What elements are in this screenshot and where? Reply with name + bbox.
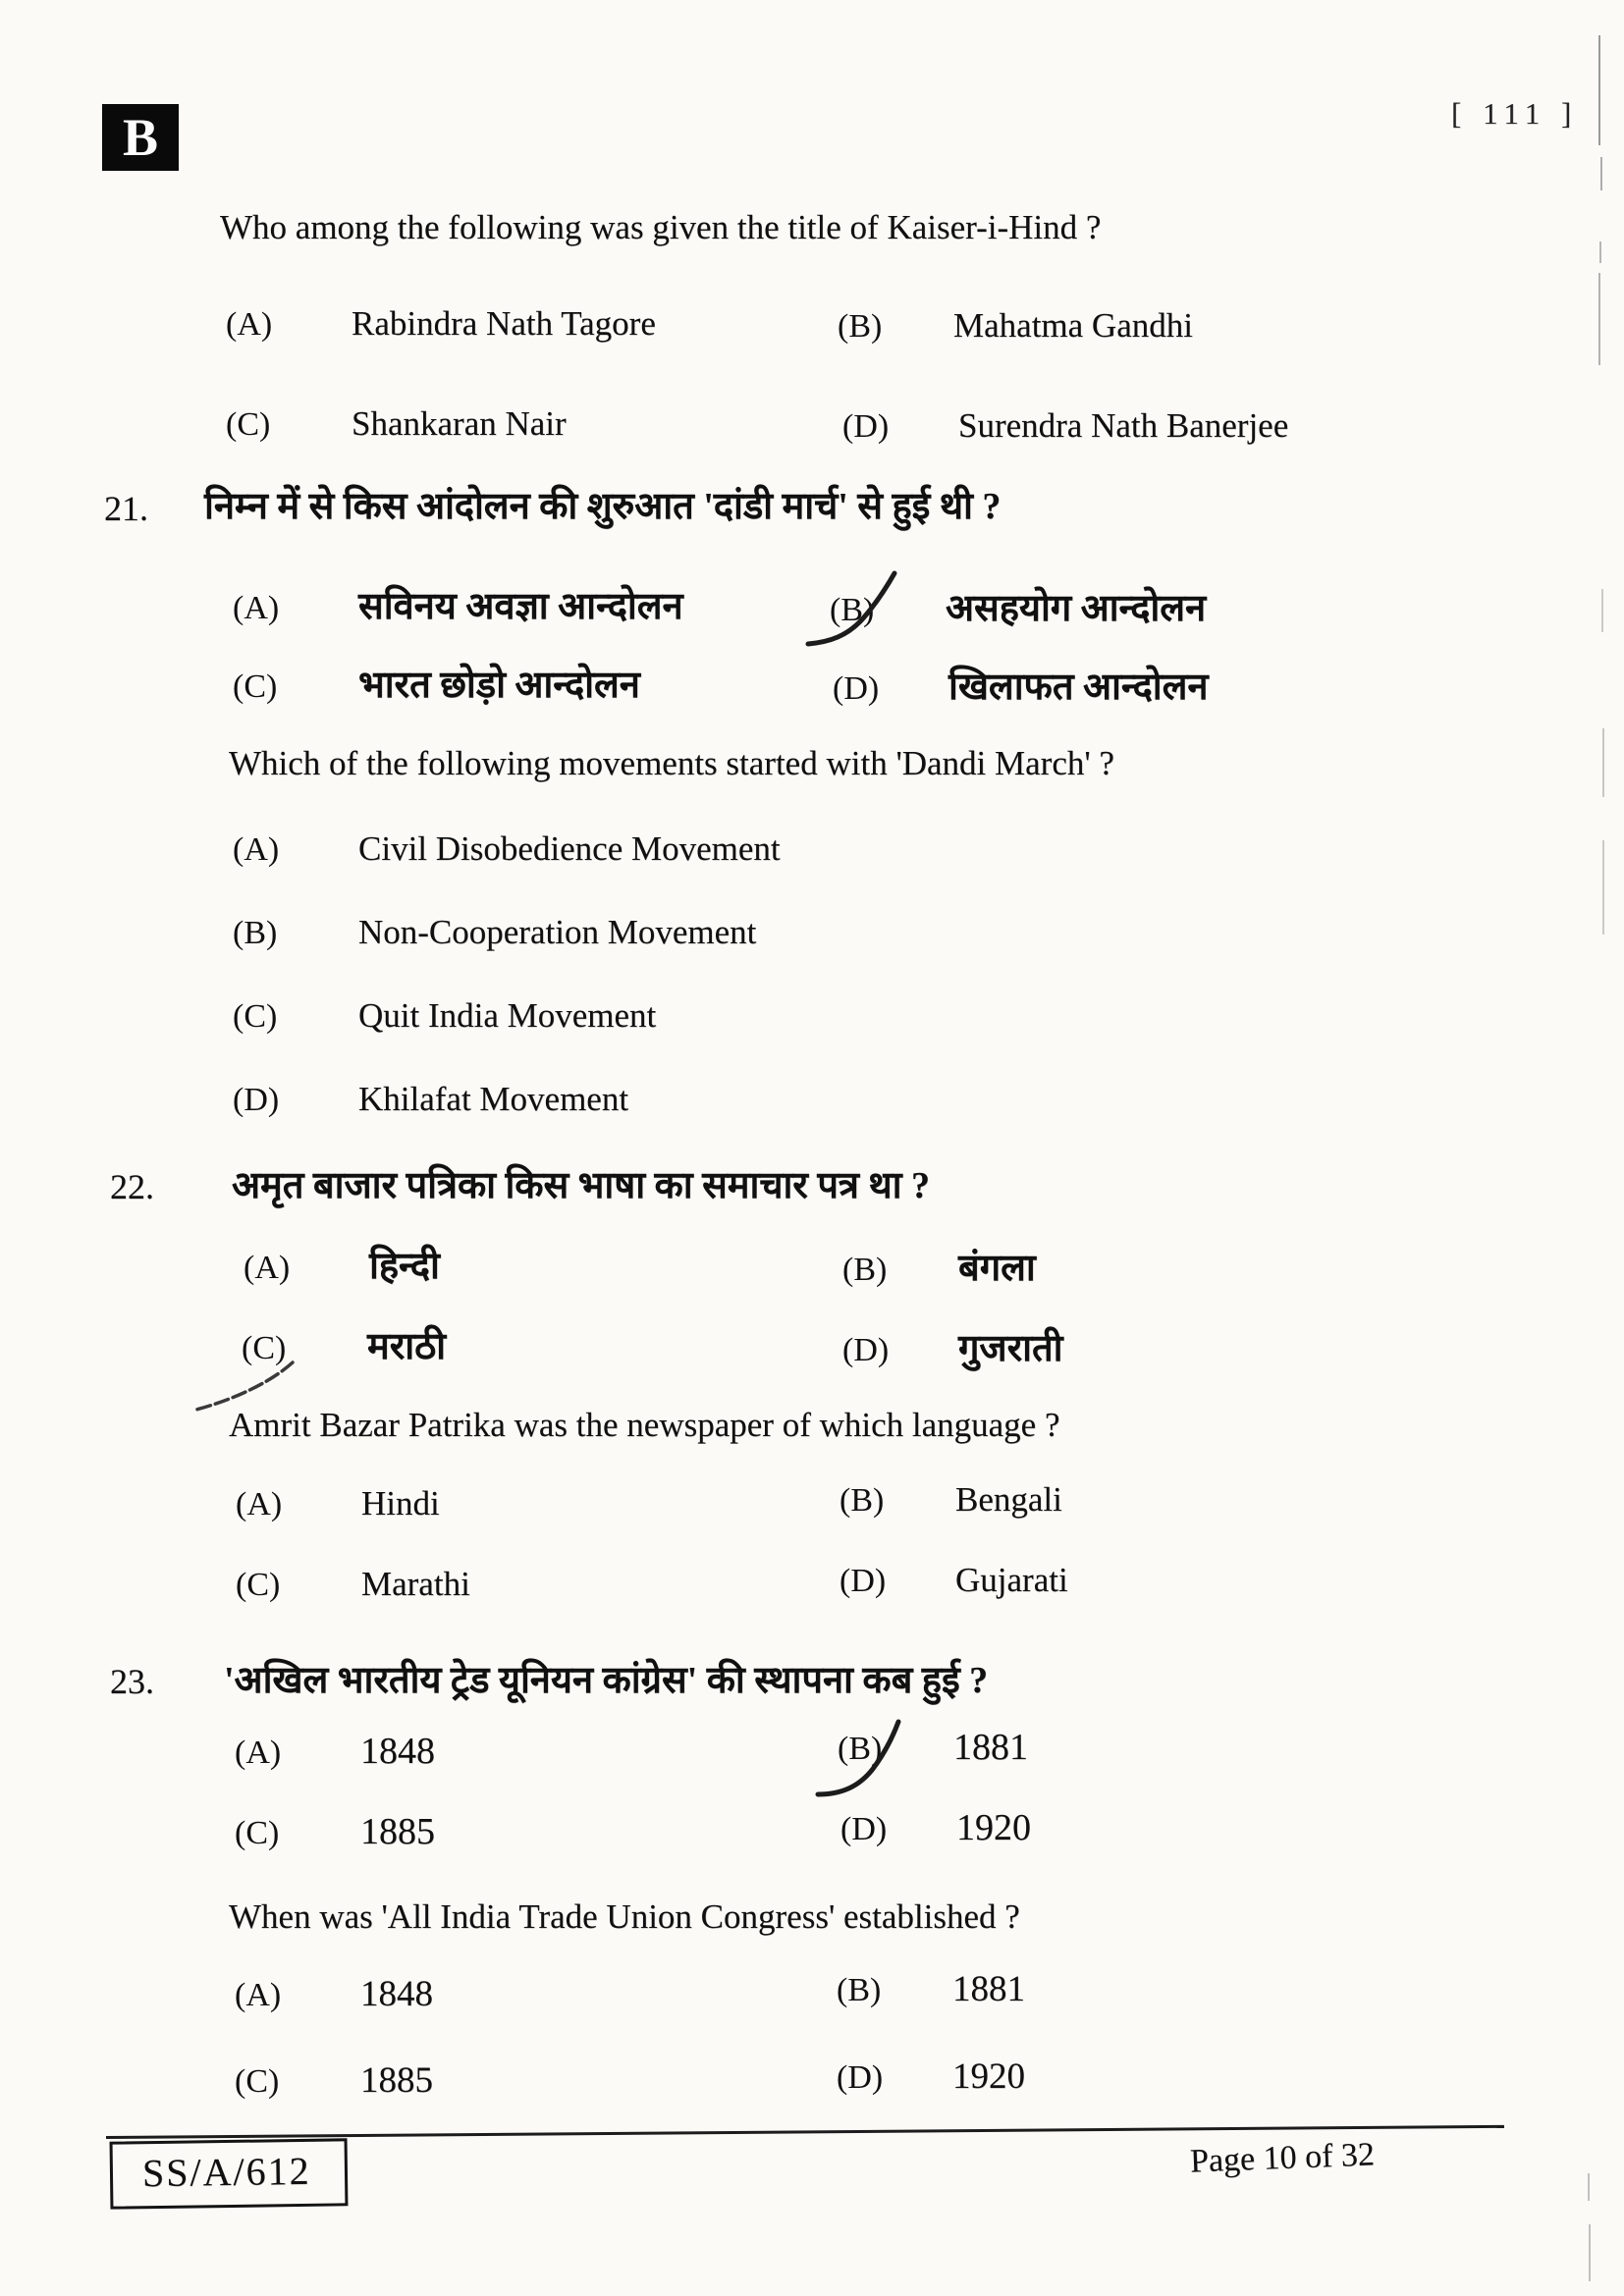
q22-option-b-hi — [842, 1241, 1036, 1292]
option-label: (D) — [837, 2059, 884, 2096]
scan-edge-line — [1589, 2224, 1591, 2281]
option-text: असहयोग आन्दोलन — [946, 588, 1207, 629]
option-label: (B) — [233, 915, 278, 951]
q21-option-a-hi — [233, 579, 683, 630]
scan-edge-line — [1602, 728, 1604, 797]
option-text: मराठी — [367, 1326, 447, 1367]
q21-question-text-hi: निम्न में से किस आंदोलन की शुरुआत 'दांडी मार्च' से हुई थी ? — [204, 486, 1001, 527]
q22-option-c-en — [236, 1565, 470, 1604]
q20-option-c — [226, 404, 567, 444]
q22-question-text-en: Amrit Bazar Patrika was the newspaper of which language ? — [229, 1406, 1060, 1444]
option-text: Mahatma Gandhi — [953, 306, 1193, 345]
q21-option-b-hi — [830, 581, 1206, 632]
q23-question-text-hi: 'अखिल भारतीय ट्रेड यूनियन कांग्रेस' की स्थापना कब हुई ? — [224, 1660, 989, 1701]
option-text: भारत छोड़ो आन्दोलन — [358, 665, 640, 706]
option-label: (D) — [842, 408, 890, 445]
q21-option-c-en — [233, 996, 656, 1036]
q22-option-c-hi — [242, 1319, 446, 1370]
option-text: Hindi — [361, 1484, 440, 1522]
q23-option-c-hi — [235, 1810, 435, 1853]
scan-edge-line — [1602, 840, 1604, 934]
paper-code-box — [110, 2138, 349, 2209]
q21-option-c-hi — [233, 658, 640, 709]
option-label: (B) — [830, 592, 875, 628]
scan-edge-line — [1588, 2173, 1590, 2201]
option-label: (D) — [833, 670, 880, 707]
option-text: 1920 — [956, 1807, 1031, 1848]
option-text: Non-Cooperation Movement — [358, 913, 757, 951]
q20-option-d — [842, 406, 1288, 446]
q23-option-d-en — [837, 2056, 1025, 2098]
scan-edge-line — [1598, 35, 1600, 145]
option-label: (D) — [840, 1811, 888, 1847]
option-text: Quit India Movement — [358, 996, 657, 1035]
option-label: (A) — [226, 306, 273, 343]
option-text: 1920 — [952, 2056, 1025, 2097]
option-label: (C) — [235, 1815, 280, 1851]
option-text: गुजराती — [958, 1328, 1063, 1369]
option-label: (C) — [226, 406, 271, 443]
q23-option-b-hi — [838, 1726, 1028, 1769]
set-label-badge — [102, 104, 179, 171]
q21-number: 21. — [104, 489, 148, 528]
set-label: B — [122, 108, 159, 167]
option-label: (C) — [242, 1330, 287, 1366]
option-text: सविनय अवज्ञा आन्दोलन — [358, 586, 683, 627]
q22-option-a-en — [236, 1484, 440, 1523]
q21-option-d-hi — [833, 660, 1208, 711]
q23-option-b-en — [837, 1968, 1025, 2010]
option-label: (B) — [838, 1731, 883, 1767]
option-label: (D) — [842, 1332, 890, 1368]
option-label: (A) — [233, 590, 280, 626]
q23-option-c-en — [235, 2059, 433, 2102]
option-text: Surendra Nath Banerjee — [958, 406, 1289, 445]
option-text: 1885 — [360, 2060, 433, 2101]
option-text: Marathi — [361, 1565, 470, 1603]
paper-code: SS/A/612 — [141, 2148, 311, 2196]
option-label: (B) — [842, 1252, 888, 1288]
q21-question-text-en: Which of the following movements started with 'Dandi March' ? — [229, 744, 1114, 782]
q21-option-d-en — [233, 1080, 628, 1119]
q23-option-a-hi — [235, 1730, 435, 1773]
option-label: (B) — [839, 1482, 885, 1519]
q20-question-text-en: Who among the following was given the title of Kaiser-i-Hind ? — [220, 208, 1102, 246]
option-label: (A) — [235, 1735, 282, 1771]
option-text: Bengali — [955, 1480, 1062, 1519]
option-text: 1848 — [360, 1974, 433, 2014]
option-label: (A) — [236, 1486, 283, 1522]
q23-option-a-en — [235, 1973, 433, 2015]
option-label: (B) — [838, 308, 883, 345]
option-label: (A) — [233, 831, 280, 868]
scan-edge-line — [1600, 157, 1602, 190]
q21-option-a-en — [233, 829, 781, 869]
scan-edge-line — [1601, 589, 1603, 632]
q20-option-b — [838, 306, 1193, 346]
page-number: Page 10 of 32 — [1189, 2136, 1376, 2180]
q23-question-text-en: When was 'All India Trade Union Congress' established ? — [229, 1897, 1020, 1936]
q20-option-a — [226, 304, 656, 344]
scan-edge-line — [1598, 273, 1600, 365]
option-text: हिन्दी — [369, 1246, 440, 1287]
option-text: 1881 — [953, 1727, 1028, 1768]
q21-option-b-en — [233, 913, 756, 952]
corner-page-ref: [ 111 ] — [1451, 96, 1579, 131]
option-text: Civil Disobedience Movement — [358, 829, 781, 868]
option-label: (C) — [233, 998, 278, 1035]
option-label: (C) — [236, 1567, 281, 1603]
q22-option-d-hi — [842, 1321, 1062, 1372]
option-text: बंगला — [958, 1248, 1036, 1289]
option-label: (C) — [235, 2063, 280, 2100]
option-label: (D) — [839, 1563, 887, 1599]
q22-question-text-hi: अमृत बाजार पत्रिका किस भाषा का समाचार पत्र था ? — [232, 1165, 931, 1206]
option-label: (D) — [233, 1082, 280, 1118]
option-text: खिलाफत आन्दोलन — [948, 667, 1209, 708]
q22-option-a-hi — [244, 1239, 440, 1290]
option-text: Khilafat Movement — [358, 1080, 629, 1118]
footer-divider — [106, 2125, 1504, 2139]
option-label: (A) — [235, 1977, 282, 2013]
scan-edge-line — [1599, 241, 1601, 263]
option-text: Gujarati — [955, 1561, 1068, 1599]
q23-number: 23. — [110, 1662, 154, 1701]
q23-option-d-hi — [840, 1806, 1031, 1849]
option-text: Shankaran Nair — [352, 404, 567, 443]
option-text: 1885 — [360, 1811, 435, 1852]
option-text: 1881 — [952, 1969, 1025, 2009]
option-text: Rabindra Nath Tagore — [352, 304, 656, 343]
q22-option-d-en — [839, 1561, 1068, 1600]
option-label: (B) — [837, 1972, 882, 2008]
option-label: (A) — [244, 1250, 291, 1286]
q22-number: 22. — [110, 1167, 154, 1206]
option-label: (C) — [233, 668, 278, 705]
q22-option-b-en — [839, 1480, 1062, 1520]
option-text: 1848 — [360, 1731, 435, 1772]
